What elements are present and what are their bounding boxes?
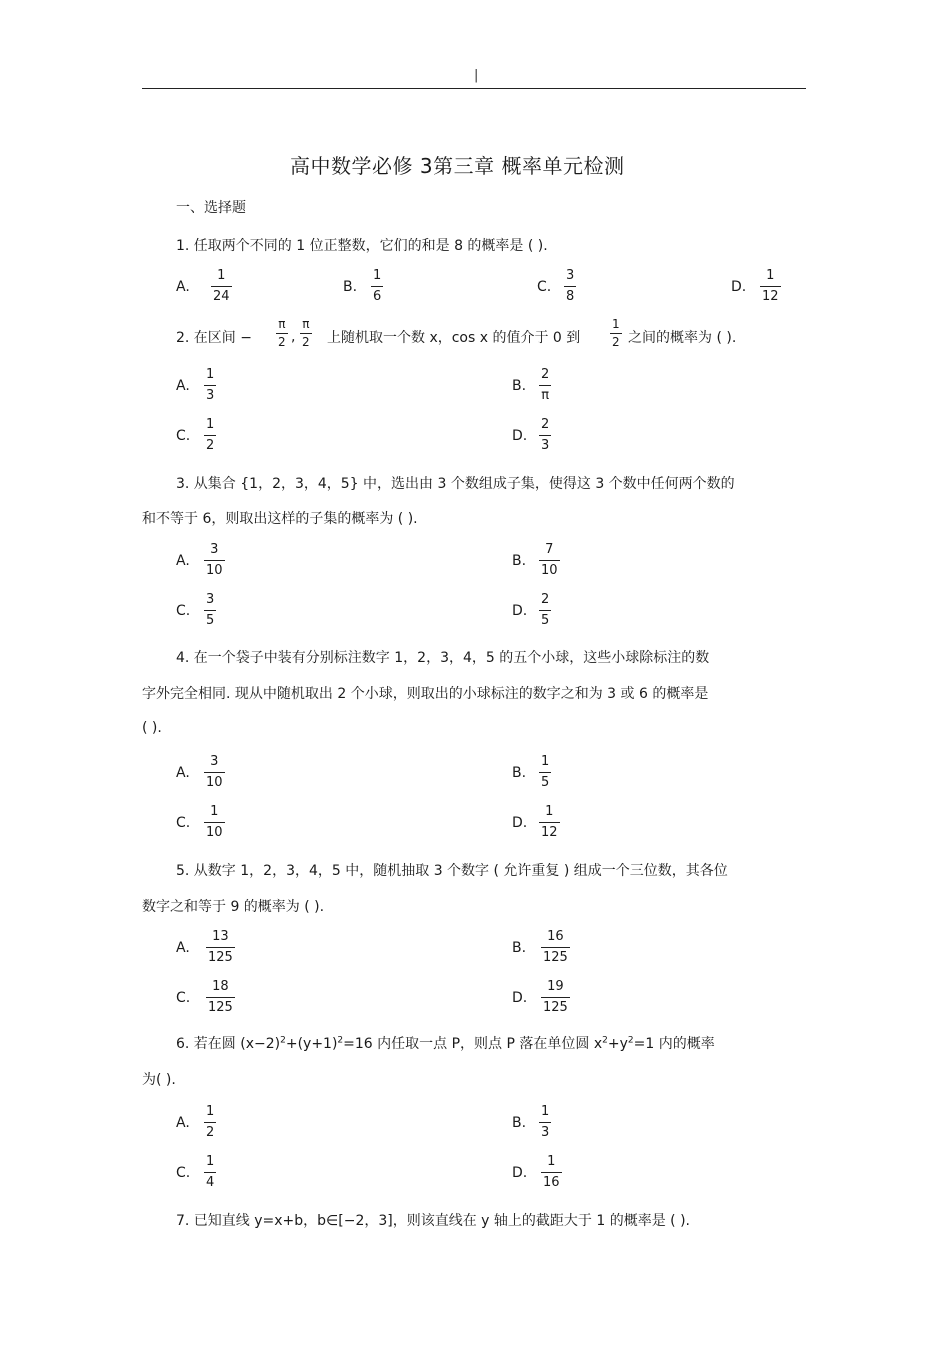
q4-option-b-label: B. [512,765,527,781]
q5-option-b-fraction: $\frac{16}{125}$ [543,929,568,965]
q6-option-a-label: A. [176,1115,190,1131]
q4-stem-line2: 字外完全相同. 现从中随机取出 2 个小球，则取出的小球标注的数字之和为 3 或 6 的概率是 [142,686,709,702]
q3-option-b-fraction: $\frac{7}{10}$ [541,542,558,578]
q4-option-d-fraction: $\frac{1}{12}$ [541,804,558,840]
q4-option-d-label: D. [512,815,528,831]
q1-option-c-fraction: $\frac{3}{8}$ [566,268,575,304]
q2-option-c-label: C. [176,428,191,444]
q2-option-b-fraction: $\frac{2}{\pi}$ [541,367,550,403]
q1-option-c-label: C. [537,279,552,295]
q3-stem-line1: 3. 从集合 {1，2，3，4，5} 中，选出由 3 个数组成子集，使得这 3 个数中任何两个数的 [176,476,735,492]
q2-fraction-half: $\frac{1}{2}$ [612,317,620,349]
q5-option-c-fraction: $\frac{18}{125}$ [208,979,233,1015]
q1-option-b-label: B. [343,279,358,295]
header-rule [142,88,806,89]
q4-option-b-fraction: $\frac{1}{5}$ [541,754,550,790]
q3-option-d-fraction: $\frac{2}{5}$ [541,592,550,628]
q6-option-c-label: C. [176,1165,191,1181]
section-heading: 一、选择题 [176,200,246,216]
q2-option-b-label: B. [512,378,527,394]
q7-stem: 7. 已知直线 y=x+b，b∈[−2，3]，则该直线在 y 轴上的截距大于 1 的概率是 ( ). [176,1213,690,1229]
q6-option-b-label: B. [512,1115,527,1131]
q4-option-c-label: C. [176,815,191,831]
q1-option-a-fraction: $\frac{1}{24}$ [213,268,230,304]
q5-option-b-label: B. [512,940,527,956]
q3-option-a-fraction: $\frac{3}{10}$ [206,542,223,578]
q2-option-a-fraction: $\frac{1}{3}$ [206,367,215,403]
q5-stem-line1: 5. 从数字 1，2，3，4，5 中，随机抽取 3 个数字 ( 允许重复 ) 组成一个三位数，其各位 [176,863,728,879]
q2-fraction-pi-over-2: $\frac{\pi}{2}$ [278,317,286,349]
q2-option-d-label: D. [512,428,528,444]
q5-stem-line2: 数字之和等于 9 的概率为 ( ). [142,899,325,915]
q6-option-d-label: D. [512,1165,528,1181]
q4-stem-line3: ( ). [142,720,162,736]
q1-option-d-fraction: $\frac{1}{12}$ [762,268,779,304]
q4-option-a-label: A. [176,765,190,781]
q2-option-d-fraction: $\frac{2}{3}$ [541,417,550,453]
q4-option-c-fraction: $\frac{1}{10}$ [206,804,223,840]
q1-option-d-label: D. [731,279,747,295]
q5-option-c-label: C. [176,990,191,1006]
q5-option-d-fraction: $\frac{19}{125}$ [543,979,568,1015]
q2-option-a-label: A. [176,378,190,394]
q5-option-d-label: D. [512,990,528,1006]
page-title: 高中数学必修 3第三章 概率单元检测 [290,154,625,178]
q2-fraction-pi-over-2b: $\frac{\pi}{2}$ [302,317,310,349]
q3-option-d-label: D. [512,603,528,619]
q6-option-d-fraction: $\frac{1}{16}$ [543,1154,560,1190]
q3-option-c-label: C. [176,603,191,619]
q5-option-a-fraction: $\frac{13}{125}$ [208,929,233,965]
q3-option-b-label: B. [512,553,527,569]
q5-option-a-label: A. [176,940,190,956]
q1-option-b-fraction: $\frac{1}{6}$ [373,268,382,304]
q3-stem-line2: 和不等于 6，则取出这样的子集的概率为 ( ). [142,511,418,527]
q3-option-a-label: A. [176,553,190,569]
q3-option-c-fraction: $\frac{3}{5}$ [206,592,215,628]
q6-option-a-fraction: $\frac{1}{2}$ [206,1104,215,1140]
q1-stem: 1. 任取两个不同的 1 位正整数，它们的和是 8 的概率是 ( ). [176,238,548,254]
q6-option-b-fraction: $\frac{1}{3}$ [541,1104,550,1140]
q6-stem-line2: 为( ). [142,1072,176,1088]
header-mark: | [474,68,479,83]
q4-stem-line1: 4. 在一个袋子中装有分别标注数字 1，2，3，4，5 的五个小球，这些小球除标注的数 [176,650,710,666]
q6-option-c-fraction: $\frac{1}{4}$ [206,1154,215,1190]
q6-stem-line1: 6. 若在圆 $(x-2)^2+(y+1)^2=16$ 内任取一点 P，则点 P 落在单位圆 $x^2+y^2=1$ 内的概率 [176,1035,715,1052]
q2-option-c-fraction: $\frac{1}{2}$ [206,417,215,453]
q1-option-a-label: A. [176,279,190,295]
q4-option-a-fraction: $\frac{3}{10}$ [206,754,223,790]
